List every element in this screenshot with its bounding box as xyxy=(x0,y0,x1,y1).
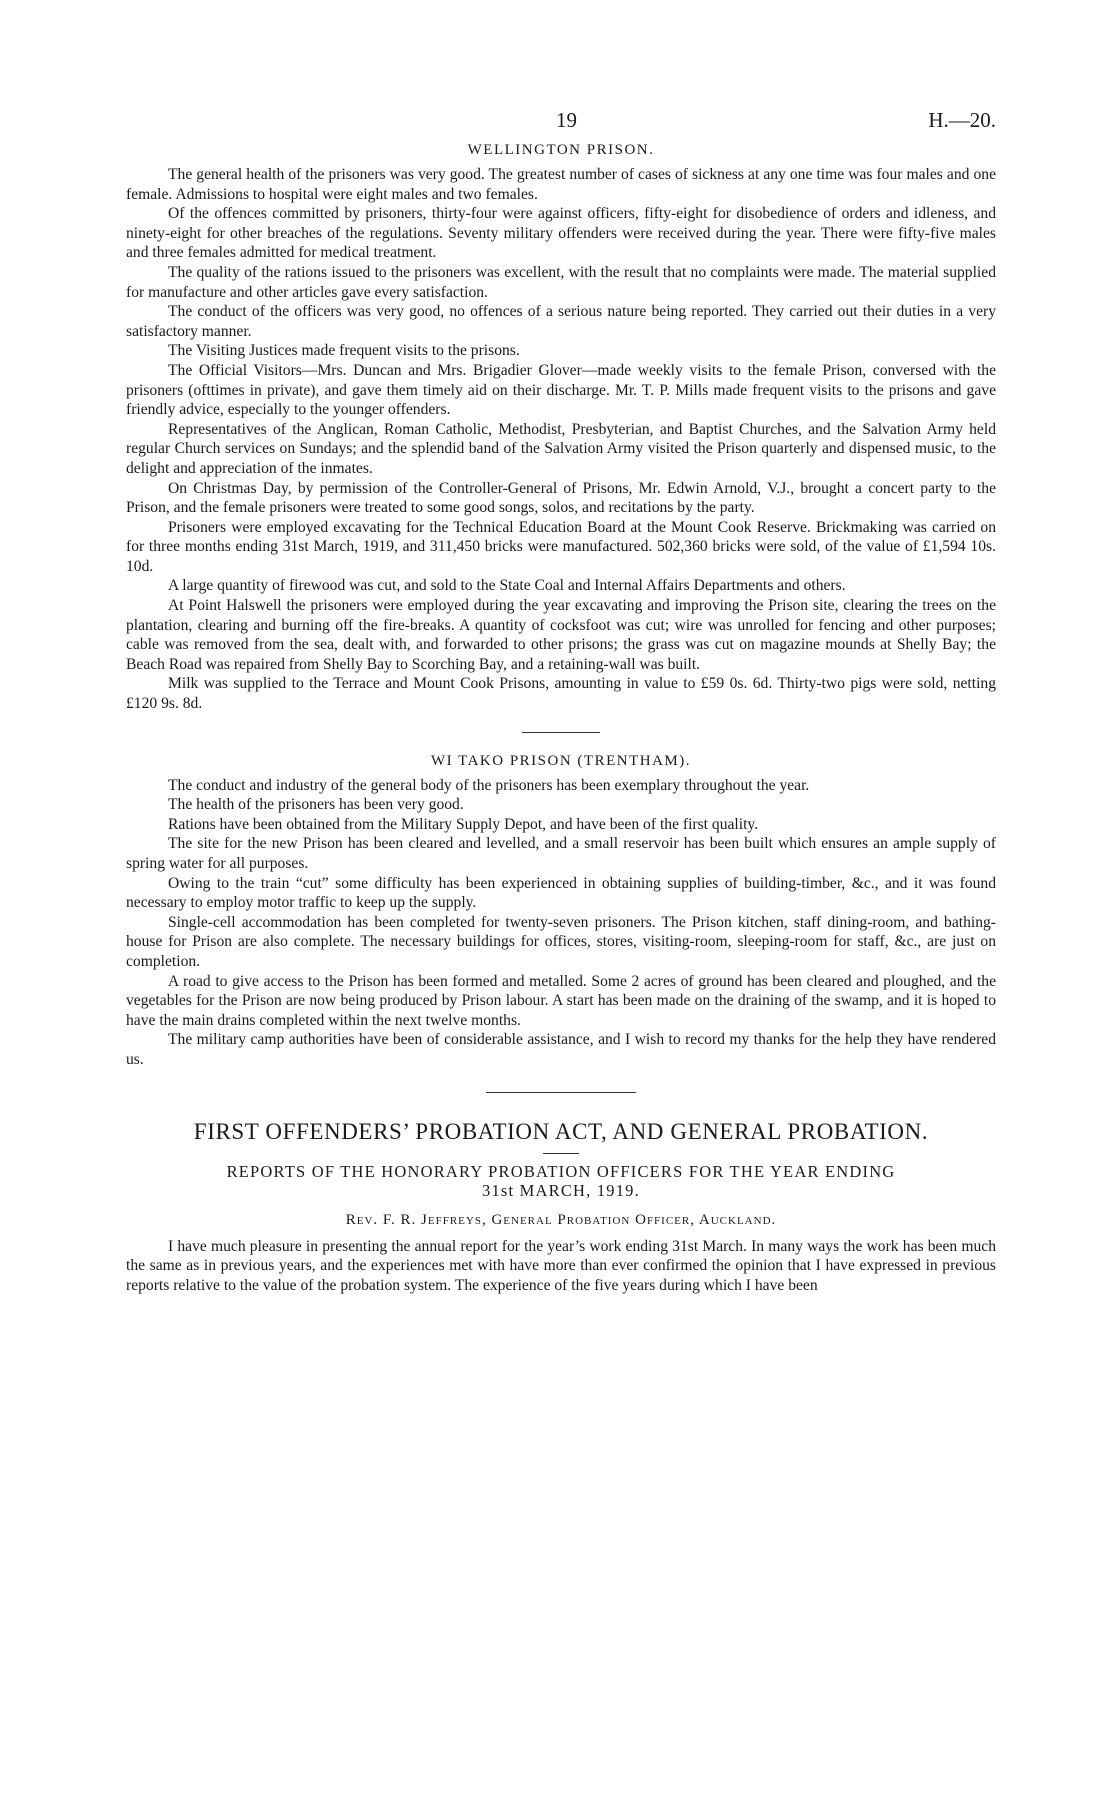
paragraph: On Christmas Day, by permission of the Controller-General of Prisons, Mr. Edwin Arnold, V.J., brought a concert party to the Prison, and the female prisoners were treated to some good songs, solos, and recitations by the party. xyxy=(126,479,996,517)
probation-act-heading: FIRST OFFENDERS’ PROBATION ACT, AND GENERAL PROBATION. xyxy=(193,1118,929,1144)
paragraph: The conduct and industry of the general body of the prisoners has been exemplary throughout the year. xyxy=(168,776,810,794)
reports-heading-line: 31st MARCH, 1919. xyxy=(482,1180,640,1200)
paragraph: The Visiting Justices made frequent visits to the prisons. xyxy=(168,342,520,360)
paragraph: Milk was supplied to the Terrace and Mount Cook Prisons, amounting in value to £59 0s. 6d. Thirty-two pigs were sold, netting £120 9s. 8d. xyxy=(126,675,996,713)
officer-byline xyxy=(126,1212,996,1229)
paragraph: Prisoners were employed excavating for the Technical Education Board at the Mount Cook Reserve. Brickmaking was carried on for three months ending 31st March, 1919, and 311,450 bricks were manufactured. 502,360 bricks were sold, of the value of £1,594 10s. 10d. xyxy=(126,518,996,575)
paragraph: Representatives of the Anglican, Roman Catholic, Methodist, Presbyterian, and Baptist Churches, and the Salvation Army held regular Church services on Sundays; and the splendid band of the Salvation Army visited the Prison quarterly and dispensed music, to the delight and appreciation of the inmates. xyxy=(126,420,996,477)
reports-heading xyxy=(126,1162,996,1200)
section-divider xyxy=(486,1092,636,1093)
wellington-body xyxy=(126,165,996,714)
paragraph: The conduct of the officers was very good, no offences of a serious nature being reported. They carried out their duties in a very satisfactory manner. xyxy=(126,303,996,340)
paragraph: Owing to the train “cut” some difficulty has been experienced in obtaining supplies of building-timber, &c., and it was found necessary to employ motor traffic to keep up the supply. xyxy=(126,874,996,912)
page-header xyxy=(126,108,996,138)
paragraph: At Point Halswell the prisoners were employed during the year excavating and improving the Prison site, clearing the trees on the plantation, clearing and burning off the fire-breaks. A quantity of cocksfoot was cut; wire was unrolled for fencing and other purposes; cable was removed from the sea, dealt with, and forwarded to other prisons; the grass was cut on magazine mounds at Shelly Bay; the Beach Road was repaired from Shelly Bay to Scorching Bay, and a retaining-wall was built. xyxy=(126,597,996,673)
paragraph: Of the offences committed by prisoners, thirty-four were against officers, fifty-eight for disobedience of orders and idleness, and ninety-eight for other breaches of the regulations. Seventy military offenders were received during the year. There were fifty-five males and three females admitted for medical treatment. xyxy=(126,205,996,262)
section-divider xyxy=(522,732,600,733)
reports-heading-line: REPORTS OF THE HONORARY PROBATION OFFICERS FOR THE YEAR ENDING xyxy=(226,1161,896,1181)
title-dash xyxy=(543,1153,579,1154)
probation-body xyxy=(126,1237,996,1296)
paragraph: The quality of the rations issued to the prisoners was excellent, with the result that no complaints were made. The material supplied for manufacture and other articles gave every satisfaction. xyxy=(126,263,996,301)
paragraph: The Official Visitors—Mrs. Duncan and Mrs. Brigadier Glover—made weekly visits to the female Prison, conversed with the prisoners (ofttimes in private), and gave them timely aid on their discharge. Mr. T. P. Mills made frequent visits to the prisons and gave friendly advice, especially to the younger offenders. xyxy=(126,361,996,419)
document-page xyxy=(126,108,996,1295)
paragraph: A road to give access to the Prison has been formed and metalled. Some 2 acres of ground has been cleared and ploughed, and the vegetables for the Prison are now being produced by Prison labour. A start has been made on the draining of the swamp, and it is hoped to have the main drains completed within the next twelve months. xyxy=(126,972,996,1029)
wi-tako-prison-heading: WI TAKO PRISON (TRENTHAM). xyxy=(430,752,691,769)
paragraph: A large quantity of firewood was cut, and sold to the State Coal and Internal Affairs Departments and others. xyxy=(168,577,846,595)
wi-tako-body xyxy=(126,776,996,1070)
paragraph: The site for the new Prison has been cleared and levelled, and a small reservoir has been built which ensures an ample supply of spring water for all purposes. xyxy=(126,835,996,872)
wellington-prison-heading: WELLINGTON PRISON. xyxy=(467,142,655,158)
paragraph: The health of the prisoners has been very good. xyxy=(168,796,464,814)
paragraph: Single-cell accommodation has been completed for twenty-seven prisoners. The Prison kitchen, staff dining-room, and bathing-house for Prison are also complete. The necessary buildings for offices, stores, visiting-room, sleeping-room for staff, &c., are just on completion. xyxy=(126,913,996,970)
paragraph: Rations have been obtained from the Military Supply Depot, and have been of the first quality. xyxy=(168,815,759,833)
paragraph: The general health of the prisoners was very good. The greatest number of cases of sickness at any one time was four males and one female. Admissions to hospital were eight males and two females. xyxy=(126,166,996,203)
page-number: 19 xyxy=(556,108,577,132)
paragraph: The military camp authorities have been of considerable assistance, and I wish to record my thanks for the help they have rendered us. xyxy=(126,1031,996,1068)
byline-text: Rev. F. R. Jeffreys, General Probation Officer, Auckland. xyxy=(345,1211,777,1228)
report-reference: H.—20. xyxy=(928,108,996,132)
paragraph: I have much pleasure in presenting the annual report for the year’s work ending 31st March. In many ways the work has been much the same as in previous years, and the experiences met with have more than ever confirmed the opinion that I have expressed in previous reports relative to the value of the probation system. The experience of the five years during which I have been xyxy=(126,1237,996,1294)
